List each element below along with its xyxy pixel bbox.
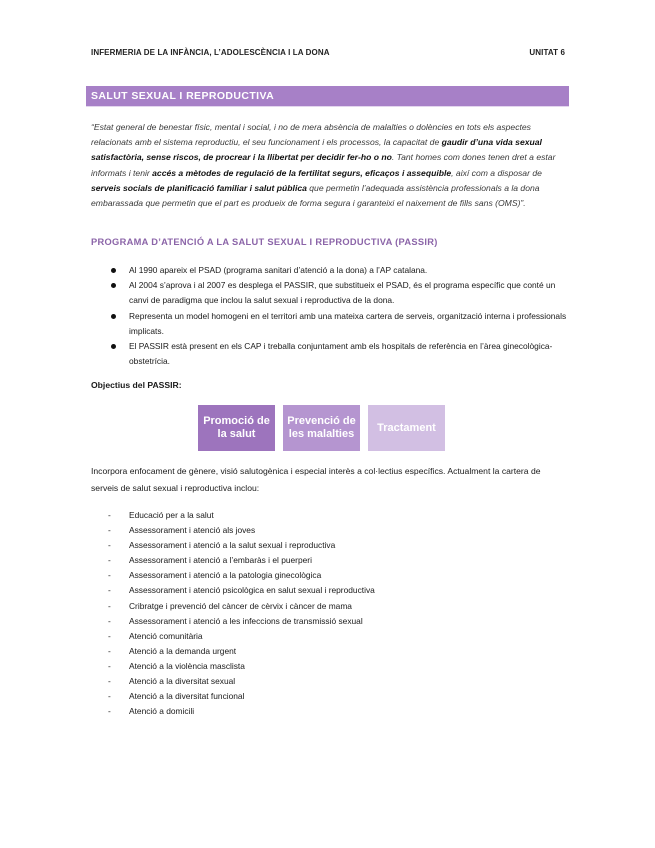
- service-text: Atenció a la diversitat sexual: [129, 676, 236, 687]
- objective-line: Promoció de: [203, 415, 270, 427]
- list-item: [91, 538, 569, 553]
- definition-bold-3: serveis socials de planificació familiar i salut pública: [91, 182, 307, 193]
- service-text: Assessorament i atenció a la salut sexual i reproductiva: [129, 540, 336, 551]
- objective-line: les malalties: [288, 428, 355, 440]
- services-list: [91, 508, 569, 719]
- objective-line: Prevenció de: [287, 415, 356, 427]
- service-text: Atenció a la violència masclista: [129, 660, 245, 671]
- header-course-title: INFERMERIA DE LA INFÀNCIA, L’ADOLESCÈNCIA I LA DONA: [91, 48, 330, 57]
- list-item: [91, 568, 569, 583]
- program-bullet-list: [91, 263, 569, 369]
- definition-text-2: . Tant homes com dones tenen dret a estar informats i tenir: [91, 152, 556, 178]
- dash-marker: -: [108, 510, 111, 520]
- definition-bold-1: gaudir d’una vida sexual satisfactòria, sense riscos, de procrear i la llibertat per decidir fer-ho o no: [91, 137, 542, 163]
- objective-line: la salut: [217, 428, 256, 440]
- dash-marker: -: [108, 630, 111, 641]
- list-item: [91, 309, 569, 339]
- dash-marker: -: [108, 676, 111, 687]
- service-text: Assessorament i atenció psicològica en salut sexual i reproductiva: [129, 585, 375, 596]
- dash-marker: -: [108, 706, 111, 717]
- list-item: [91, 689, 569, 704]
- bullet-icon: [111, 344, 116, 349]
- bullet-icon: [111, 314, 116, 319]
- list-item: [91, 674, 569, 689]
- bullet-text: Al 1990 apareix el PSAD (programa sanitari d’atenció a la dona) a l’AP catalana.: [129, 265, 428, 275]
- list-item: [91, 278, 569, 308]
- list-item: [91, 644, 569, 659]
- list-item: [91, 553, 569, 568]
- dash-marker: -: [108, 660, 111, 671]
- list-item: [91, 599, 569, 614]
- service-text: Assessorament i atenció als joves: [129, 525, 256, 536]
- service-text: Assessorament i atenció a la patologia ginecològica: [129, 570, 322, 581]
- objective-box-prevention: [283, 405, 360, 451]
- bullet-text: Representa un model homogeni en el territori amb una mateixa cartera de serveis, organització interna i professionals implicats.: [129, 310, 567, 336]
- page-header: [91, 48, 565, 57]
- services-intro: Incorpora enfocament de gènere, visió salutogènica i especial interès a col·lectius específics. Actualment la cartera de serveis de salut sexual i reproductiva inclou:: [91, 466, 541, 493]
- definition-bold-2: accés a mètodes de regulació de la fertilitat segurs, eficaços i assequible: [152, 167, 452, 178]
- service-text: Atenció a la diversitat funcional: [129, 691, 245, 702]
- definition-text-1: “Estat general de benestar físic, mental i social, i no de mera absència de malalties o dolències en tots els aspectes relacionats amb el sistema reproductiu, el seu funcionament i els processos, la capacitat de: [91, 122, 531, 148]
- list-item: [91, 508, 569, 523]
- dash-marker: -: [108, 555, 111, 566]
- dash-marker: -: [108, 585, 111, 596]
- dash-marker: -: [108, 645, 111, 656]
- service-text: Assessorament i atenció a les infeccions de transmissió sexual: [129, 615, 363, 626]
- list-item: [91, 659, 569, 674]
- list-item: [91, 523, 569, 538]
- objectives-label: Objectius del PASSIR:: [91, 380, 182, 390]
- list-item: [91, 583, 569, 598]
- section-title-banner: [86, 86, 569, 107]
- objective-box-promotion: [198, 405, 275, 451]
- definition-quote: [91, 120, 569, 211]
- dash-marker: -: [108, 691, 111, 702]
- header-unit-label: UNITAT 6: [529, 48, 565, 57]
- definition-text-3: , així com a disposar de: [451, 167, 542, 178]
- section-title: SALUT SEXUAL I REPRODUCTIVA: [91, 90, 275, 102]
- list-item: [91, 263, 569, 278]
- service-text: Cribratge i prevenció del càncer de cèrvix i càncer de mama: [129, 600, 352, 611]
- bullet-text: Al 2004 s’aprova i al 2007 es desplega el PASSIR, que substitueix el PSAD, és el programa específic que conté un canvi de paradigma que inclou la salut sexual i reproductiva de la dona.: [129, 280, 556, 306]
- service-text: Atenció a la demanda urgent: [129, 645, 237, 656]
- dash-marker: -: [108, 570, 111, 581]
- list-item: [91, 629, 569, 644]
- service-text: Educació per a la salut: [129, 510, 214, 520]
- dash-marker: -: [108, 525, 111, 536]
- dash-marker: -: [108, 540, 111, 551]
- service-text: Atenció comunitària: [129, 630, 203, 641]
- bullet-text: El PASSIR està present en els CAP i treballa conjuntament amb els hospitals de referència en l’àrea ginecològica-obstetrícia.: [129, 341, 553, 367]
- dash-marker: -: [108, 600, 111, 611]
- objectives-diagram: [198, 405, 445, 451]
- bullet-icon: [111, 268, 116, 273]
- service-text: Atenció a domicili: [129, 706, 195, 717]
- list-item: [91, 339, 569, 369]
- service-text: Assessorament i atenció a l’embaràs i el puerperi: [129, 555, 312, 566]
- dash-marker: -: [108, 615, 111, 626]
- objective-line: Tractament: [377, 421, 436, 434]
- objective-box-treatment: [368, 405, 445, 451]
- list-item: [91, 614, 569, 629]
- bullet-icon: [111, 283, 116, 288]
- definition-text-4: que permetin l’adequada assistència professionals a la dona embarassada que permetin que el part es produeix de forma segura i garanteixi el naixement de fills sans (OMS)”.: [91, 182, 540, 209]
- program-subheading: PROGRAMA D’ATENCIÓ A LA SALUT SEXUAL I REPRODUCTIVA (PASSIR): [91, 237, 438, 247]
- list-item: [91, 704, 569, 719]
